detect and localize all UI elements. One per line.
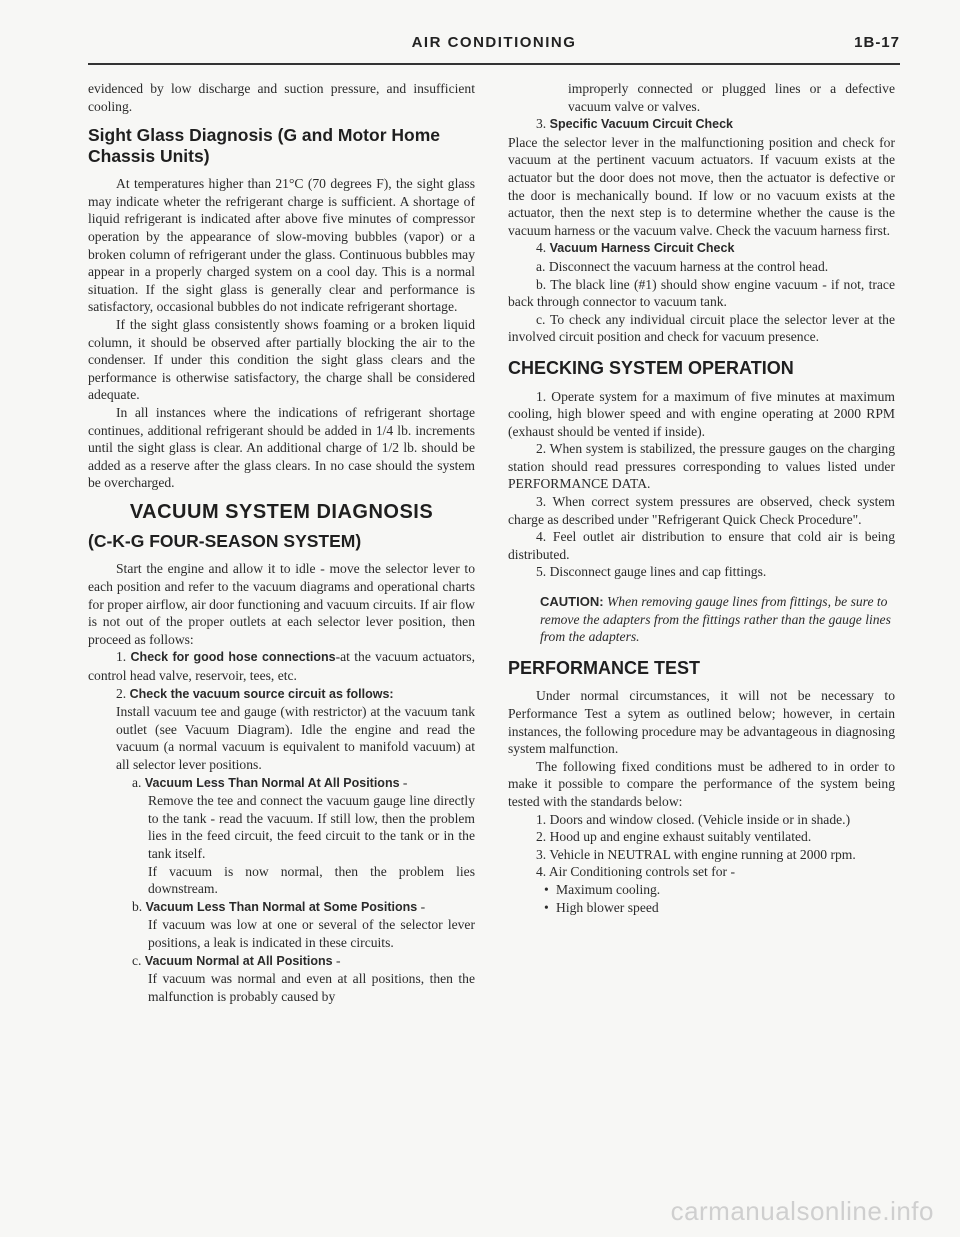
numbered-item: 2. When system is stabilized, the pressure gauges on the charging station should read pressures corresponding to values listed under PERFORMANCE DATA. bbox=[508, 441, 895, 492]
step-2 bbox=[88, 685, 475, 704]
numbered-item: 3. Vehicle in NEUTRAL with engine running at 2000 rpm. bbox=[536, 846, 856, 862]
sub-step-a: a. Disconnect the vacuum harness at the control head. bbox=[536, 258, 829, 274]
dash: - bbox=[332, 952, 341, 968]
paragraph: At temperatures higher than 21°C (70 degrees F), the sight glass may indicate wheter the refrigerant charge is sufficient. A shortage of liquid refrigerant is indicated after above five minutes of compressor operation by the appearance of slow-moving bubbles (vapor) or a broken column of refrigerant under the glass. Continuous bubbles may appear in a properly charged system on a cool day. This is a normal situation. If the sight glass is generally clear and performance is satisfactory, occasional bubbles do not indicate refrigerant shortage. bbox=[88, 176, 475, 315]
running-title: AIR CONDITIONING bbox=[411, 34, 577, 51]
sub-step-keyword: Vacuum Normal at All Positions bbox=[144, 953, 333, 968]
dash: - bbox=[399, 774, 408, 790]
sub-step-letter: c. bbox=[132, 952, 142, 968]
step-keyword: Check for good hose connections bbox=[130, 650, 336, 665]
sub-step-letter: b. bbox=[132, 898, 143, 914]
sub-step-letter: a. bbox=[132, 774, 142, 790]
right-column bbox=[508, 80, 895, 916]
page-header bbox=[88, 34, 900, 58]
numbered-item: 1. Operate system for a maximum of five minutes at maximum cooling, high blower speed and with engine operating at 2000 RPM (exhaust should be vented if inside). bbox=[508, 388, 895, 439]
caution-label: CAUTION: bbox=[540, 594, 604, 610]
step-keyword: Vacuum Harness Circuit Check bbox=[549, 241, 735, 256]
numbered-item: 4. Feel outlet air distribution to ensure that cold air is being distributed. bbox=[508, 529, 895, 562]
sub-step-text: If vacuum is now normal, then the problem lies downstream. bbox=[148, 863, 475, 897]
step-text: -at the vacuum actuators, control head valve, reservoir, tees, etc. bbox=[88, 649, 475, 684]
paragraph: The following fixed conditions must be adhered to in order to make it possible to compare the performance of the system being tested with the standards below: bbox=[508, 758, 895, 809]
checking-system-heading: CHECKING SYSTEM OPERATION bbox=[508, 357, 794, 378]
sub-step-keyword: Vacuum Less Than Normal at Some Positions bbox=[145, 899, 418, 914]
paragraph: Under normal circumstances, it will not be necessary to Performance Test a sytem as outlined below; however, in certain instances, the following procedure may be advantageous in diagnosing system malfunction. bbox=[508, 688, 895, 757]
numbered-item: 2. Hood up and engine exhaust suitably ventilated. bbox=[536, 829, 812, 845]
sub-step-a bbox=[88, 774, 475, 793]
bullet-item: • High blower speed bbox=[508, 899, 895, 917]
step-text: Install vacuum tee and gauge (with restrictor) at the vacuum tank outlet (see Vacuum Diagram). Idle the engine and read the vacuum (a normal vacuum is equivalent to manifold vacuum) at all selector lever positions. bbox=[116, 704, 475, 772]
numbered-item: 4. Air Conditioning controls set for - bbox=[536, 864, 735, 880]
caution-text: When removing gauge lines from fittings, be sure to remove the adapters from the fittings rather than the gauge lines from the adapters. bbox=[540, 594, 891, 645]
step-4 bbox=[508, 239, 895, 258]
sub-step-text: Remove the tee and connect the vacuum gauge line directly to the tank - read the vacuum. If still low, then the problem lies in the feed circuit, the feed circuit to the tank or in the tank itself. bbox=[148, 793, 475, 861]
sub-step-text: improperly connected or plugged lines or a defective vacuum valve or valves. bbox=[568, 81, 895, 114]
sub-step-c bbox=[88, 952, 475, 971]
performance-test-heading: PERFORMANCE TEST bbox=[508, 657, 701, 678]
dash: - bbox=[417, 898, 426, 914]
page-number: 1B-17 bbox=[854, 34, 900, 51]
step-number: 2. bbox=[116, 685, 127, 701]
sub-step-b bbox=[88, 898, 475, 917]
sub-step-c: c. To check any individual circuit place the selector lever at the involved circuit position and check for vacuum presence. bbox=[508, 311, 895, 345]
numbered-item: 1. Doors and window closed. (Vehicle inside or in shade.) bbox=[536, 811, 851, 827]
step-3 bbox=[508, 115, 895, 134]
step-keyword: Specific Vacuum Circuit Check bbox=[549, 117, 734, 132]
caution-note bbox=[508, 593, 895, 646]
numbered-item: 3. When correct system pressures are observed, check system charge as described under "Refrigerant Quick Check Procedure". bbox=[508, 494, 895, 527]
left-column bbox=[88, 80, 475, 1005]
vacuum-diagnosis-heading: VACUUM SYSTEM DIAGNOSIS bbox=[129, 500, 434, 523]
sub-step-keyword: Vacuum Less Than Normal At All Positions bbox=[144, 775, 400, 790]
step-1 bbox=[88, 648, 475, 684]
paragraph: Start the engine and allow it to idle - move the selector lever to each position and refer to the vacuum diagrams and operational charts for proper airflow, air door functioning and vacuum circuits. If air flow is not out of the proper outlets at each selector lever position, then proceed as follows: bbox=[88, 561, 475, 647]
paragraph: evidenced by low discharge and suction pressure, and insufficient cooling. bbox=[88, 81, 475, 114]
watermark: carmanualsonline.info bbox=[670, 1196, 934, 1226]
step-number: 4. bbox=[536, 240, 547, 256]
step-keyword: Check the vacuum source circuit as follows: bbox=[129, 686, 394, 701]
sub-step-text: If vacuum was low at one or several of the selector lever positions, a leak is indicated in these circuits. bbox=[148, 917, 475, 950]
bullet-item: • Maximum cooling. bbox=[508, 881, 895, 899]
numbered-item: 5. Disconnect gauge lines and cap fittings. bbox=[536, 564, 767, 580]
step-number: 3. bbox=[536, 116, 547, 132]
sub-step-b: b. The black line (#1) should show engine vacuum - if not, trace back through connector to vacuum tank. bbox=[508, 276, 895, 310]
header-rule bbox=[88, 63, 900, 65]
four-season-heading: (C-K-G FOUR-SEASON SYSTEM) bbox=[88, 531, 362, 552]
sub-step-text: If vacuum was normal and even at all positions, then the malfunction is probably caused by bbox=[148, 971, 475, 1004]
paragraph: If the sight glass consistently shows foaming or a broken liquid column, it should be observed after partially blocking the air to the condenser. If under this condition the sight glass clears and the performance is otherwise satisfactory, the charge shall be considered adequate. bbox=[88, 316, 475, 403]
sight-glass-heading: Sight Glass Diagnosis (G and Motor Home Chassis Units) bbox=[88, 125, 440, 167]
step-number: 1. bbox=[116, 649, 127, 665]
paragraph: In all instances where the indications of refrigerant shortage continues, additional refrigerant should be added in 1/4 lb. increments until the sight glass is clear. An additional charge of 1/2 lb. should be added as a reserve after the glass clears. In no case should the system be overcharged. bbox=[88, 404, 475, 491]
step-text: Place the selector lever in the malfunctioning position and check for vacuum at the pertinent vacuum actuators. If vacuum exists at the actuator but the door does not move, then the actuator is defective or the door is mechanically bound. If low or no vacuum exists at the actuator, then the next step is to determine whether the cause is the vacuum harness or the vacuum valve. Check the vacuum harness first. bbox=[508, 134, 895, 238]
